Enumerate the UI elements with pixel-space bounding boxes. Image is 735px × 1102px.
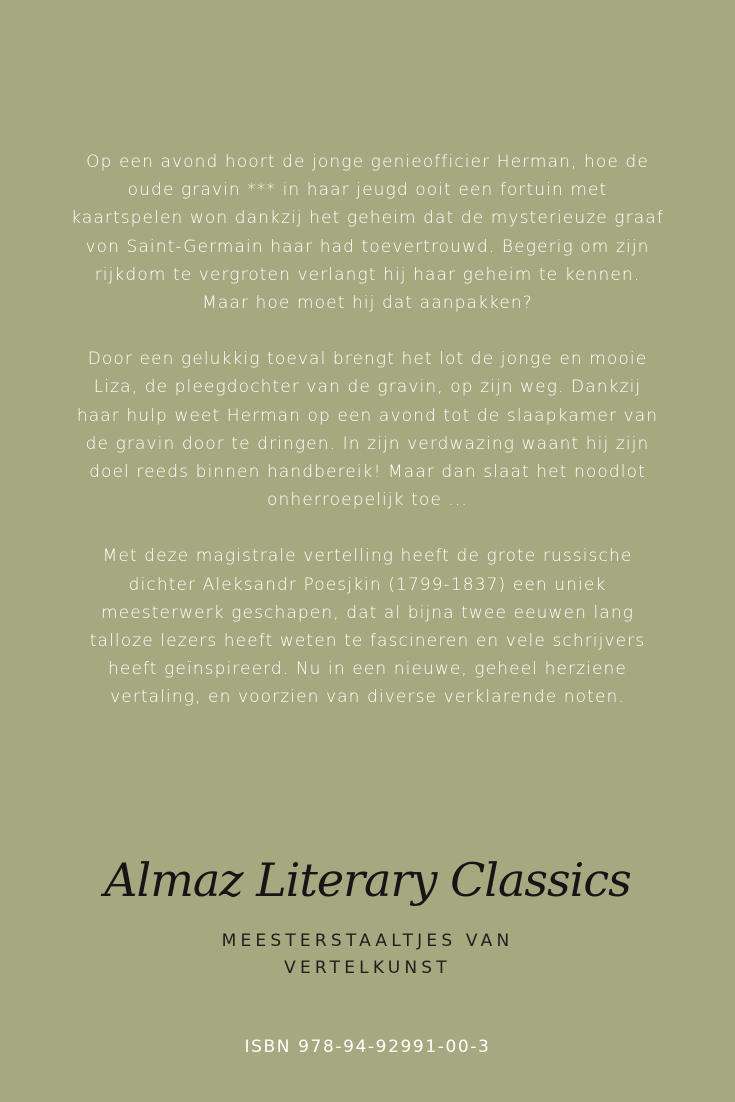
blurb-paragraph-3: Met deze magistrale vertelling heeft de grote russische dichter Aleksandr Poesjkin (1799-1837) een uniek meesterwerk geschapen, dat al bijna twee eeuwen lang talloze lezers heeft weten te fascineren en vele schrijvers heeft geïnspireerd. Nu in een nieuwe, geheel herziene vertaling, en voorzien van diverse verklarende noten. bbox=[89, 546, 646, 708]
series-title: Almaz Literary Classics bbox=[104, 853, 631, 907]
series-subtitle-line-1: MEESTERSTAALTJES VAN bbox=[221, 931, 514, 951]
blurb-paragraph-2: Door een gelukkig toeval brengt het lot de jonge en mooie Liza, de pleegdochter van de gravin, op zijn weg. Dankzij haar hulp weet Herman op een avond tot de slaapkamer van de gravin door te dringen. In zijn verdwazing waant hij zijn doel reeds binnen handbereik! Maar dan slaat het noodlot onherroepelijk toe ... bbox=[76, 349, 659, 511]
series-subtitle bbox=[0, 928, 735, 982]
blurb-paragraph-1: Op een avond hoort de jonge genieofficier Herman, hoe de oude gravin *** in haar jeugd ooit een fortuin met kaartspelen won dankzij het geheim dat de mysterieuze graaf von Saint-Germain haar had toevertrouwd. Begerig om zijn rijkdom te vergroten verlangt hij haar geheim te kennen. Maar hoe moet hij dat aanpakken? bbox=[71, 152, 664, 314]
isbn-number: ISBN 978-94-92991-00-3 bbox=[244, 1037, 491, 1057]
series-subtitle-line-2: VERTELKUNST bbox=[284, 958, 451, 978]
back-cover-blurb bbox=[70, 148, 665, 712]
